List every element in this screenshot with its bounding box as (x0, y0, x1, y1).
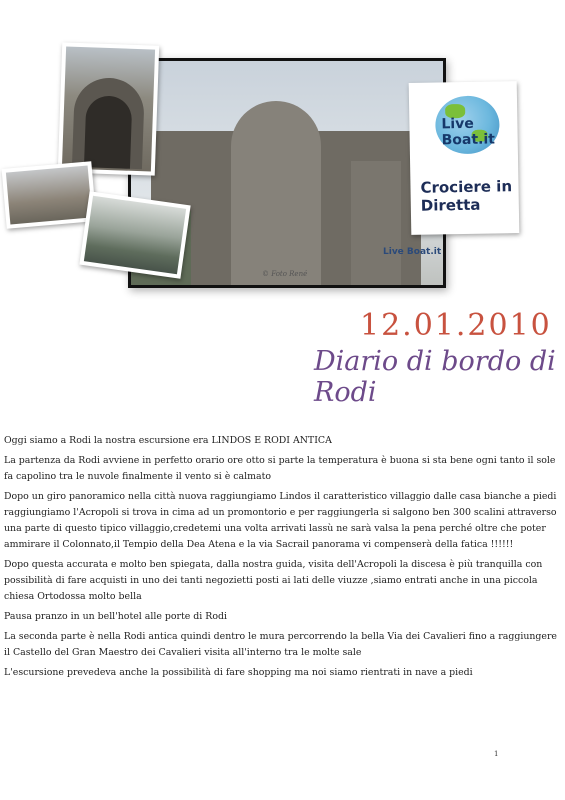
date-heading: 12.01.2010 (360, 308, 552, 343)
paragraph: L'escursione prevedeva anche la possibilità di fare shopping ma noi siamo rientrati in nave a piedi (4, 667, 473, 678)
paragraph: Pausa pranzo in un bell'hotel alle porte di Rodi (4, 611, 227, 622)
paragraph: La seconda parte è nella Rodi antica quindi dentro le mura percorrendo la bella Via dei Cavalieri fino a raggiungere il Castello del Gran Maestro dei Cavalieri visita all'interno tra le molte sale (4, 631, 557, 658)
logo-title: Crociere in Diretta (420, 177, 513, 215)
diary-body (4, 433, 560, 685)
paragraph: Dopo un giro panoramico nella città nuova raggiungiamo Lindos il caratteristico villaggio dalle casa bianche a piedi raggiungiamo l'Acropoli si trova in cima ad un promontorio e per raggiungerla si salgono ben 300 scalini attraverso una parte di questo tipico villaggio,credetemi una volta arrivati lassù ne sarà valsa la pena perché oltre che poter ammirare il Colonnato,il Tempio della Dea Atena e la via Sacrail panorama vi compenserà della fatica !!!!!! (4, 491, 557, 550)
lindos-photo (79, 191, 190, 278)
logo-brand-text: Live Boat.it (441, 115, 496, 149)
page-number: 1 (494, 750, 499, 758)
photo-credit: © Foto René (262, 270, 308, 278)
paragraph: Dopo questa accurata e molto ben spiegata, dalla nostra guida, visita dell'Acropoli la discesa è più tranquilla con possibilità di fare acquisti in uno dei tanti negozietti posti ai lati delle viuzze ,siamo entrati anche in una piccola chiesa Ortodossa molto bella (4, 559, 543, 602)
photo-watermark: Live Boat.it (383, 247, 442, 257)
photo-collage (0, 0, 565, 300)
archway-photo (58, 42, 159, 175)
diary-title: Diario di bordo di Rodi (314, 346, 556, 408)
paragraph: Oggi siamo a Rodi la nostra escursione era LINDOS E RODI ANTICA (4, 435, 332, 446)
stairs-photo (2, 161, 97, 229)
paragraph: La partenza da Rodi avviene in perfetto orario ore otto si parte la temperatura è buona si sta bene ogni tanto il sole fa capolino tra le nuvole finalmente il vento si è calmato (4, 455, 556, 482)
liveboat-logo (409, 81, 520, 235)
